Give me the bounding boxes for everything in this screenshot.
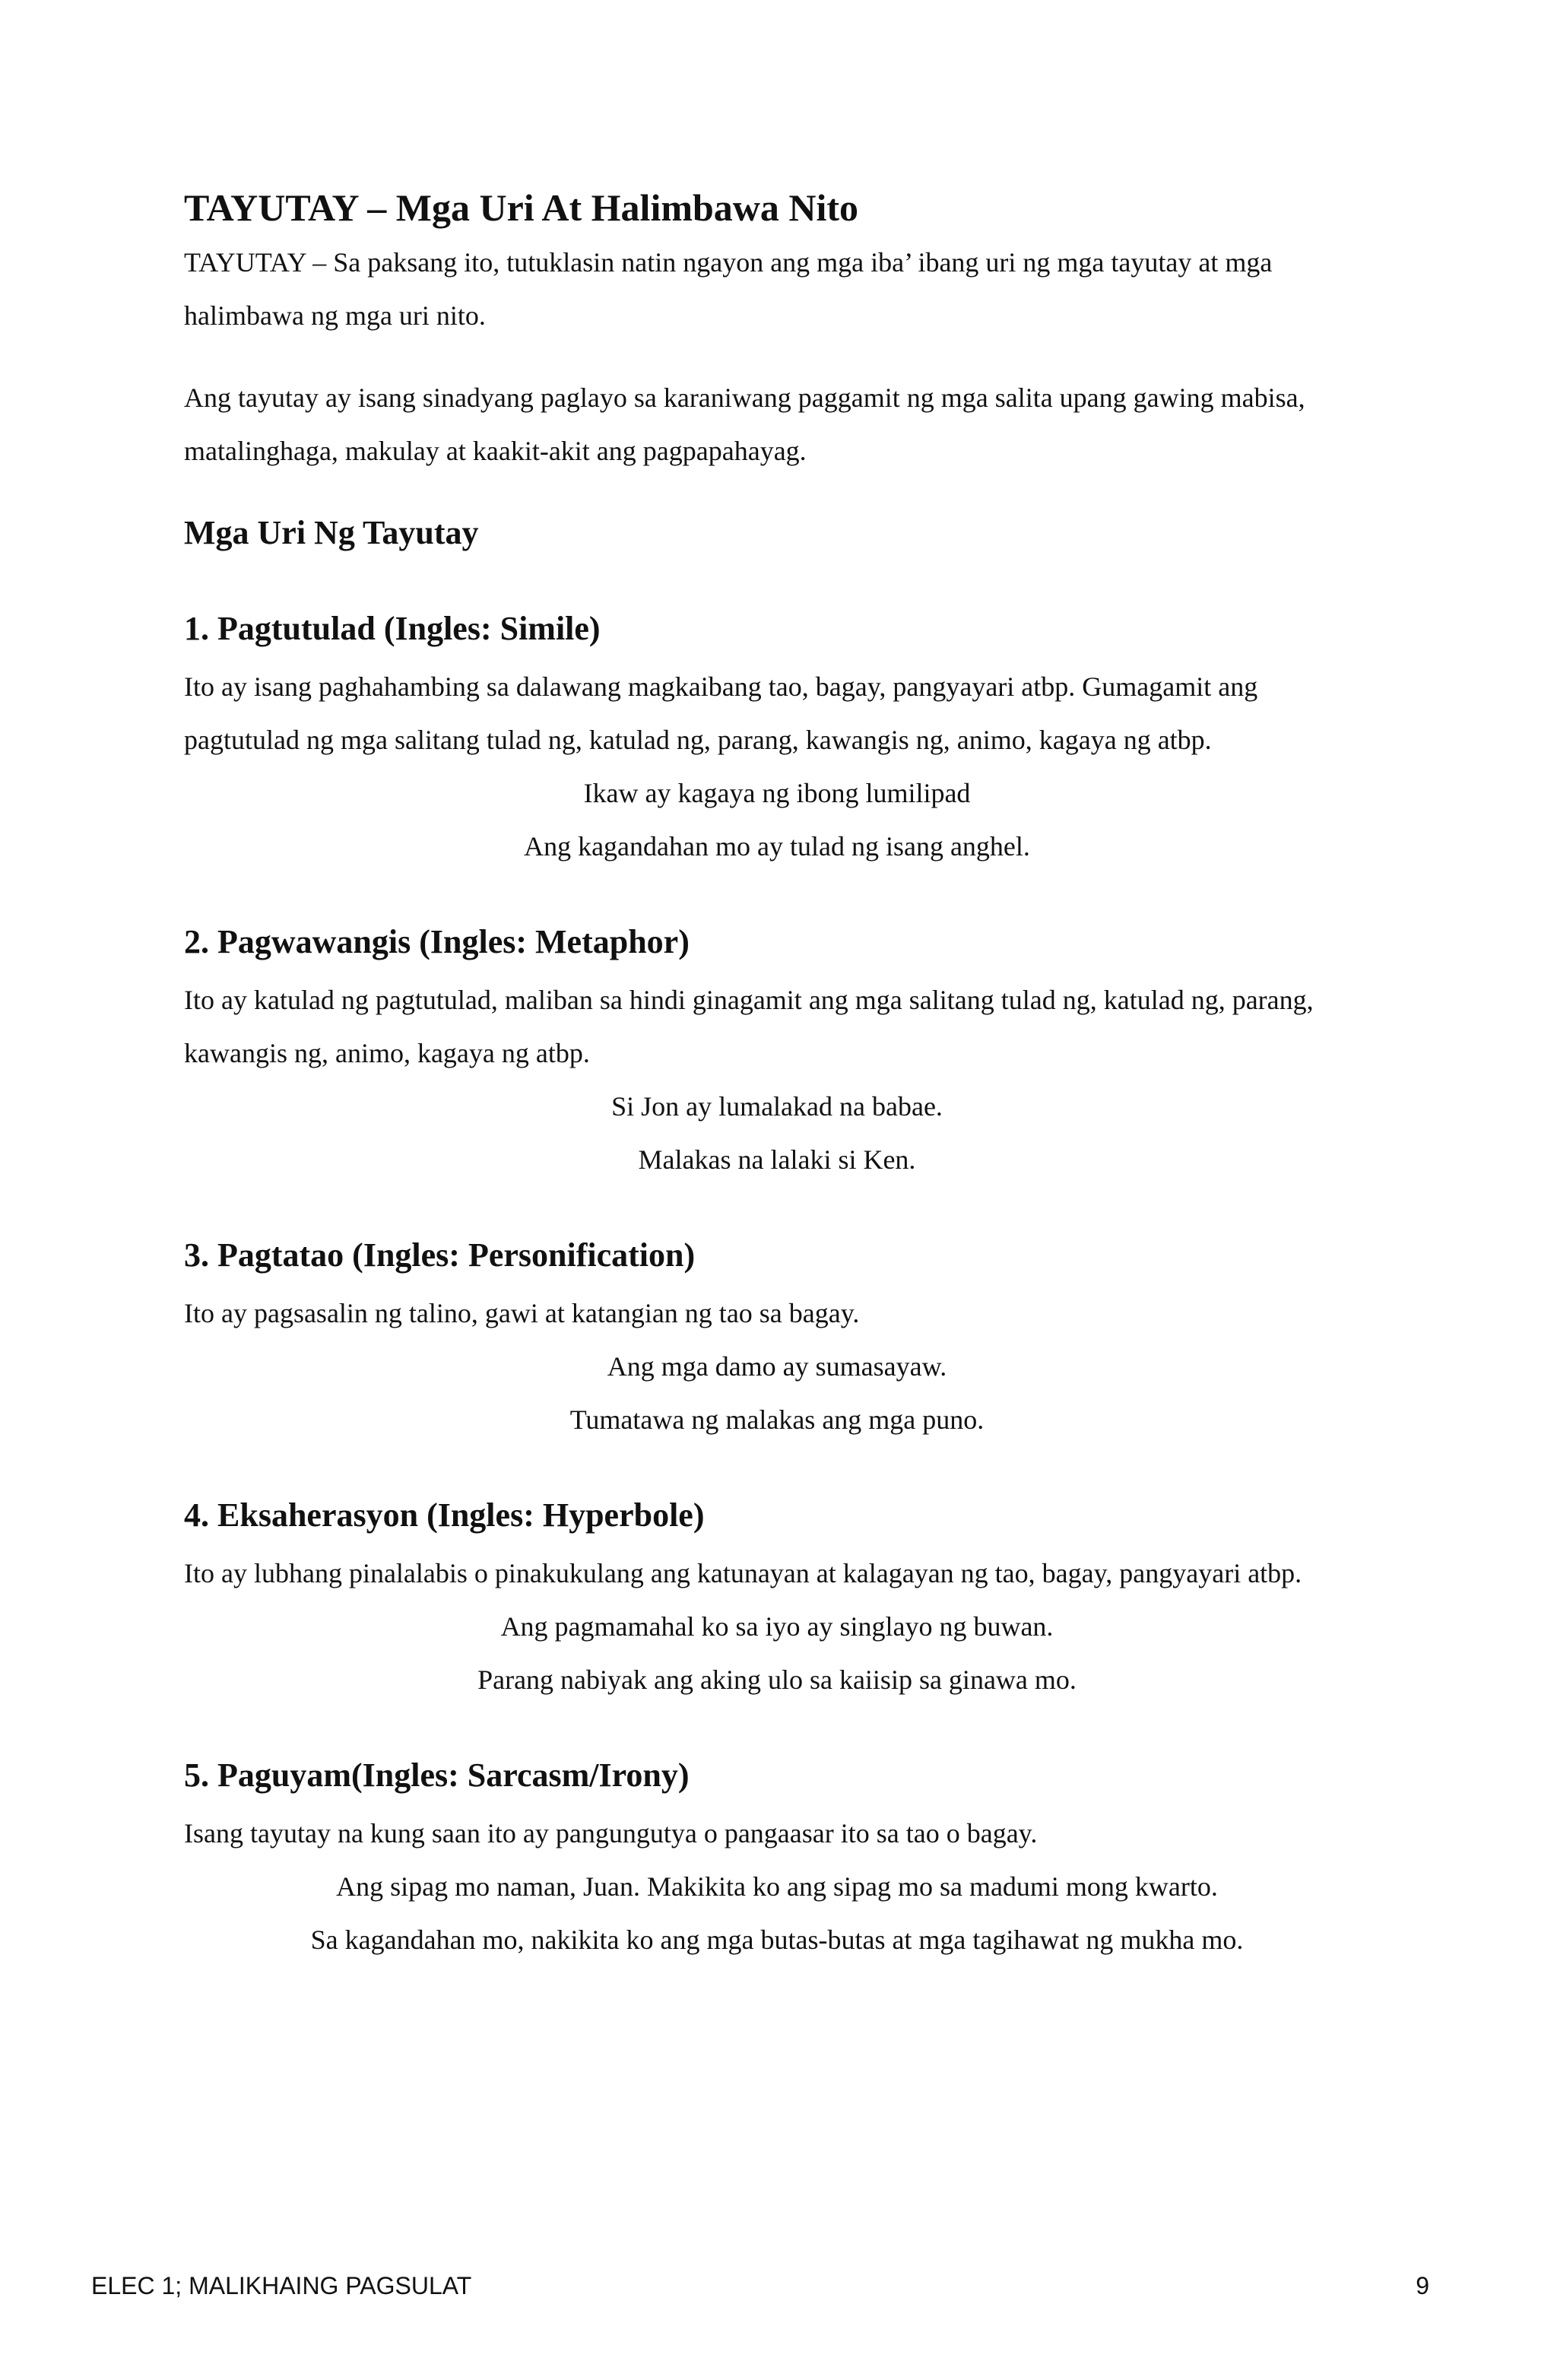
page-content	[184, 179, 1370, 1966]
types-subheading: Mga Uri Ng Tayutay	[184, 514, 479, 551]
example-list	[184, 1860, 1370, 1966]
example-line: Tumatawa ng malakas ang mga puno.	[569, 1404, 985, 1435]
section-heading: 2. Pagwawangis (Ingles: Metaphor)	[184, 923, 690, 960]
section-description: Ito ay katulad ng pagtutulad, maliban sa hindi ginagamit ang mga salitang tulad ng, katulad ng, parang, kawangis ng, animo, kagaya ng atbp.	[184, 985, 1314, 1068]
example-list	[184, 1340, 1370, 1446]
section-paguyam	[184, 1749, 1370, 1966]
section-heading: 4. Eksaherasyon (Ingles: Hyperbole)	[184, 1496, 705, 1534]
example-list	[184, 1600, 1370, 1706]
page-number: 9	[1416, 2272, 1429, 2299]
example-line: Malakas na lalaki si Ken.	[638, 1144, 916, 1175]
example-line: Si Jon ay lumalakad na babae.	[611, 1091, 943, 1122]
example-line: Ang kagandahan mo ay tulad ng isang anghel.	[524, 831, 1030, 862]
section-heading: 3. Pagtatao (Ingles: Personification)	[184, 1236, 696, 1274]
section-heading: 1. Pagtutulad (Ingles: Simile)	[184, 610, 601, 647]
section-description: Ito ay isang paghahambing sa dalawang magkaibang tao, bagay, pangyayari atbp. Gumagamit ang pagtutulad ng mga salitang tulad ng, katulad ng, parang, kawangis ng, animo, kagaya ng atbp.	[184, 671, 1258, 755]
section-heading: 5. Paguyam(Ingles: Sarcasm/Irony)	[184, 1756, 690, 1794]
example-line: Ang sipag mo naman, Juan. Makikita ko ang sipag mo sa madumi mong kwarto.	[336, 1871, 1218, 1902]
section-pagtutulad	[184, 602, 1370, 873]
section-description: Ito ay lubhang pinalalabis o pinakukulang ang katunayan at kalagayan ng tao, bagay, pangyayari atbp.	[184, 1558, 1302, 1588]
example-list	[184, 1080, 1370, 1186]
section-eksaherasyon	[184, 1489, 1370, 1706]
section-description: Isang tayutay na kung saan ito ay pangungutya o pangaasar ito sa tao o bagay.	[184, 1818, 1038, 1848]
page-title: TAYUTAY – Mga Uri At Halimbawa Nito	[184, 186, 859, 229]
intro-paragraph-1: TAYUTAY – Sa paksang ito, tutuklasin natin ngayon ang mga iba’ ibang uri ng mga tayutay at mga halimbawa ng mga uri nito.	[184, 247, 1273, 331]
example-line: Ang mga damo ay sumasayaw.	[607, 1351, 947, 1382]
example-line: Sa kagandahan mo, nakikita ko ang mga butas-butas at mga tagihawat ng mukha mo.	[310, 1925, 1244, 1955]
example-line: Parang nabiyak ang aking ulo sa kaiisip sa ginawa mo.	[477, 1664, 1077, 1695]
example-line: Ikaw ay kagaya ng ibong lumilipad	[583, 778, 971, 808]
intro-paragraph-2: Ang tayutay ay isang sinadyang paglayo sa karaniwang paggamit ng mga salita upang gawing mabisa, matalinghaga, makulay at kaakit-akit ang pagpapahayag.	[184, 382, 1305, 466]
footer-course-label: ELEC 1; MALIKHAING PAGSULAT	[91, 2272, 472, 2299]
section-description: Ito ay pagsasalin ng talino, gawi at katangian ng tao sa bagay.	[184, 1298, 860, 1328]
example-list	[184, 766, 1370, 873]
section-pagtatao	[184, 1229, 1370, 1446]
section-pagwawangis	[184, 916, 1370, 1186]
example-line: Ang pagmamahal ko sa iyo ay singlayo ng buwan.	[500, 1611, 1054, 1642]
